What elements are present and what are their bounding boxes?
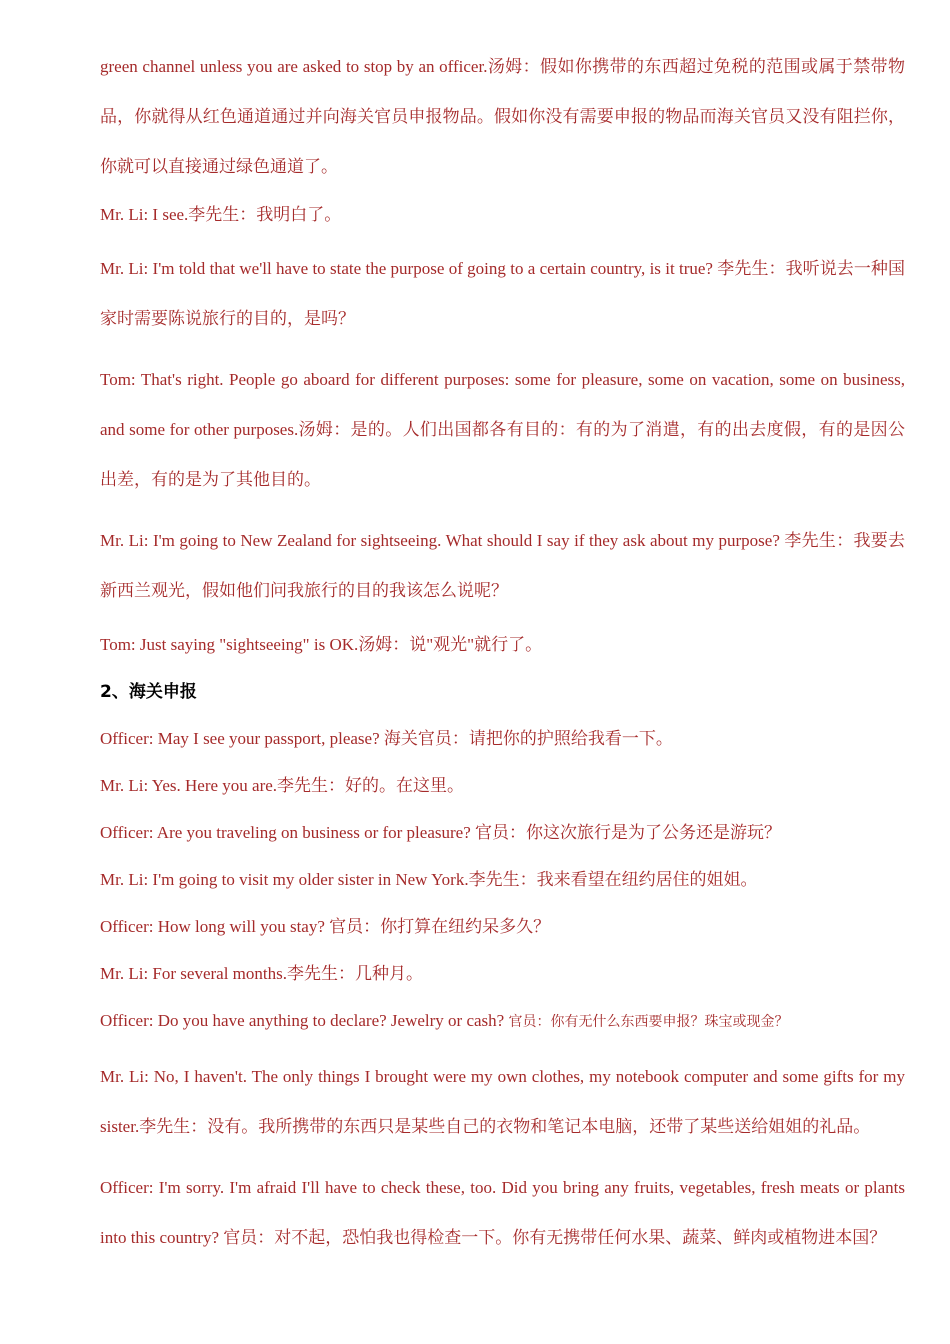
dialogue-line: Mr. Li: I'm going to visit my older sister in New York.李先生：我来看望在纽约居住的姐姐。 bbox=[100, 870, 758, 889]
dialogue-line: Mr. Li: No, I haven't. The only things I brought were my own clothes, my notebook computer and some gifts for my sister.李先生：没有。我所携带的东西只是某些自己的衣物和笔记本电脑，还带了某些送给姐姐的礼品。 bbox=[100, 1067, 905, 1136]
paragraph: Mr. Li: I'm told that we'll have to state the purpose of going to a certain country, is it true? 李先生：我听说去一种国家时需要陈说旅行的目的，是吗？ bbox=[100, 259, 905, 328]
document-page bbox=[100, 42, 905, 1274]
dialogue-line: Officer: How long will you stay? 官员：你打算在纽约呆多久？ bbox=[100, 917, 551, 936]
dialogue-line bbox=[100, 1003, 905, 1041]
dialogue-english: Officer: Do you have anything to declare? Jewelry or cash? bbox=[100, 1011, 509, 1030]
dialogue-line: Mr. Li: For several months.李先生：几种月。 bbox=[100, 964, 423, 983]
paragraph: Mr. Li: I'm going to New Zealand for sightseeing. What should I say if they ask about my purpose? 李先生：我要去新西兰观光，假如他们问我旅行的目的我该怎么说呢？ bbox=[100, 531, 905, 600]
dialogue-line: Mr. Li: Yes. Here you are.李先生：好的。在这里。 bbox=[100, 776, 465, 795]
dialogue-line: Officer: Are you traveling on business or for pleasure? 官员：你这次旅行是为了公务还是游玩？ bbox=[100, 823, 781, 842]
dialogue-line: Officer: I'm sorry. I'm afraid I'll have to check these, too. Did you bring any fruits, vegetables, fresh meats or plants into this country? 官员：对不起，恐怕我也得检查一下。你有无携带任何水果、蔬菜、鲜肉或植物进本国？ bbox=[100, 1178, 905, 1247]
dialogue-chinese: 官员：你有无什么东西要申报？珠宝或现金？ bbox=[508, 1015, 789, 1030]
section-heading: 2、海关申报 bbox=[100, 682, 197, 702]
dialogue-line: Officer: May I see your passport, please? 海关官员：请把你的护照给我看一下。 bbox=[100, 729, 673, 748]
paragraph: green channel unless you are asked to stop by an officer.汤姆：假如你携带的东西超过免税的范围或属于禁带物品，你就得从红色通道通过并向海关官员申报物品。假如你没有需要申报的物品而海关官员又没有阻拦你，你就可以直接通过绿色通道了。 bbox=[100, 57, 905, 176]
paragraph: Tom: Just saying "sightseeing" is OK.汤姆：说"观光"就行了。 bbox=[100, 635, 543, 654]
paragraph: Mr. Li: I see.李先生：我明白了。 bbox=[100, 205, 342, 224]
paragraph: Tom: That's right. People go aboard for different purposes: some for pleasure, some on vacation, some on business, and some for other purposes.汤姆：是的。人们出国都各有目的：有的为了消遣，有的出去度假，有的是因公出差，有的是为了其他目的。 bbox=[100, 370, 905, 489]
